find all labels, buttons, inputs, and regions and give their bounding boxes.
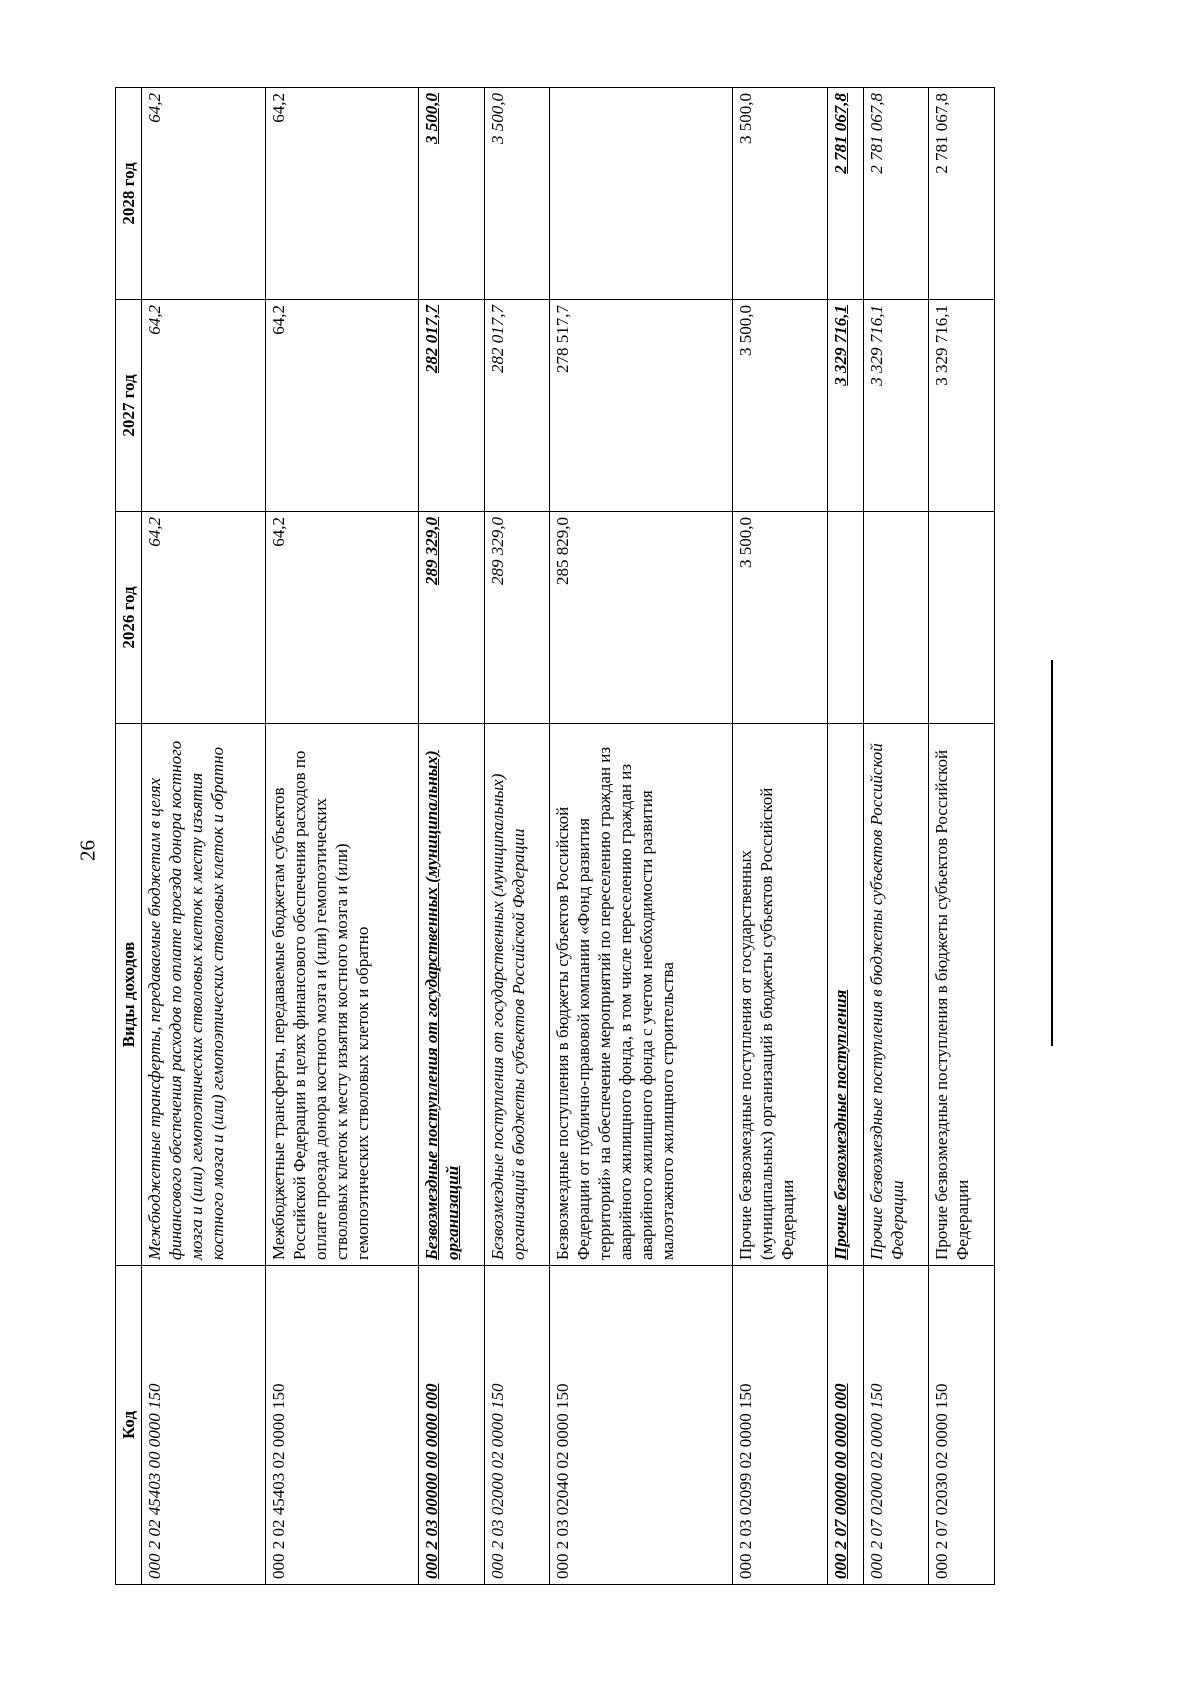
row-value-2027: 282 017,7 bbox=[419, 300, 485, 512]
table-row bbox=[929, 88, 995, 1585]
row-value-2026: 64,2 bbox=[266, 512, 419, 724]
header-name: Виды доходов bbox=[116, 724, 142, 1266]
table-row bbox=[732, 88, 827, 1585]
row-code: 000 2 03 00000 00 0000 000 bbox=[419, 1266, 485, 1585]
table-row bbox=[550, 88, 733, 1585]
row-name: Прочие безвозмездные поступления в бюджеты субъектов Российской Федерации bbox=[929, 724, 995, 1266]
row-value-2026: 289 329,0 bbox=[484, 512, 550, 724]
row-value-2026 bbox=[929, 512, 995, 724]
row-name: Межбюджетные трансферты, передаваемые бюджетам субъектов Российской Федерации в целях финансового обеспечения расходов по оплате проезда донора костного мозга и (или) гемопоэтических стволовых клеток к месту изъятия костного мозга и (или) гемопоэтических стволовых клеток и обратно bbox=[266, 724, 419, 1266]
table-row bbox=[419, 88, 485, 1585]
row-code: 000 2 03 02000 02 0000 150 bbox=[484, 1266, 550, 1585]
row-value-2028: 2 781 067,8 bbox=[929, 88, 995, 300]
revenue-table bbox=[115, 87, 995, 1585]
row-value-2026: 64,2 bbox=[142, 512, 266, 724]
row-value-2028: 64,2 bbox=[266, 88, 419, 300]
row-code: 000 2 03 02099 02 0000 150 bbox=[732, 1266, 827, 1585]
header-2028: 2028 год bbox=[116, 88, 142, 300]
row-value-2026: 285 829,0 bbox=[550, 512, 733, 724]
row-name: Безвозмездные поступления от государственных (муниципальных) организаций в бюджеты субъектов Российской Федерации bbox=[484, 724, 550, 1266]
row-name: Прочие безвозмездные поступления в бюджеты субъектов Российской Федерации bbox=[863, 724, 929, 1266]
row-value-2027: 278 517,7 bbox=[550, 300, 733, 512]
row-value-2028 bbox=[550, 88, 733, 300]
row-value-2027: 3 329 716,1 bbox=[827, 300, 863, 512]
header-code: Код bbox=[116, 1266, 142, 1585]
footer-rule bbox=[1051, 660, 1053, 1046]
rotated-table-container bbox=[115, 88, 995, 1585]
page-number: 26 bbox=[75, 840, 100, 861]
row-name: Прочие безвозмездные поступления от государственных (муниципальных) организаций в бюджеты субъектов Российской Федерации bbox=[732, 724, 827, 1266]
table-row bbox=[484, 88, 550, 1585]
row-value-2027: 282 017,7 bbox=[484, 300, 550, 512]
row-code: 000 2 07 02030 02 0000 150 bbox=[929, 1266, 995, 1585]
row-name: Межбюджетные трансферты, передаваемые бюджетам в целях финансового обеспечения расходов по оплате проезда донора костного мозга и (или) гемопоэтических стволовых клеток к месту изъятия костного мозга и (или) гемопоэтических стволовых клеток и обратно bbox=[142, 724, 266, 1266]
row-value-2027: 64,2 bbox=[142, 300, 266, 512]
row-value-2028: 2 781 067,8 bbox=[863, 88, 929, 300]
row-value-2028: 3 500,0 bbox=[484, 88, 550, 300]
row-value-2027: 3 329 716,1 bbox=[929, 300, 995, 512]
table-row bbox=[827, 88, 863, 1585]
header-2026: 2026 год bbox=[116, 512, 142, 724]
table-row bbox=[142, 88, 266, 1585]
row-code: 000 2 07 00000 00 0000 000 bbox=[827, 1266, 863, 1585]
row-value-2028: 3 500,0 bbox=[732, 88, 827, 300]
table-row bbox=[863, 88, 929, 1585]
row-value-2027: 64,2 bbox=[266, 300, 419, 512]
row-value-2028: 3 500,0 bbox=[419, 88, 485, 300]
row-value-2026: 289 329,0 bbox=[419, 512, 485, 724]
table-header-row bbox=[116, 88, 142, 1585]
table-row bbox=[266, 88, 419, 1585]
row-value-2026 bbox=[863, 512, 929, 724]
row-code: 000 2 07 02000 02 0000 150 bbox=[863, 1266, 929, 1585]
row-name: Безвозмездные поступления от государственных (муниципальных) организаций bbox=[419, 724, 485, 1266]
row-name: Безвозмездные поступления в бюджеты субъектов Российской Федерации от публично-правовой компании «Фонд развития территорий» на обеспечение мероприятий по переселению граждан из аварийного жилищного фонда, в том числе переселению граждан из аварийного жилищного фонда с учетом необходимости развития малоэтажного жилищного строительства bbox=[550, 724, 733, 1266]
row-name: Прочие безвозмездные поступления bbox=[827, 724, 863, 1266]
row-value-2028: 2 781 067,8 bbox=[827, 88, 863, 300]
row-code: 000 2 03 02040 02 0000 150 bbox=[550, 1266, 733, 1585]
row-code: 000 2 02 45403 02 0000 150 bbox=[266, 1266, 419, 1585]
row-value-2026: 3 500,0 bbox=[732, 512, 827, 724]
row-value-2027: 3 329 716,1 bbox=[863, 300, 929, 512]
row-value-2026 bbox=[827, 512, 863, 724]
row-value-2028: 64,2 bbox=[142, 88, 266, 300]
row-code: 000 2 02 45403 00 0000 150 bbox=[142, 1266, 266, 1585]
table-body bbox=[142, 88, 995, 1585]
header-2027: 2027 год bbox=[116, 300, 142, 512]
row-value-2027: 3 500,0 bbox=[732, 300, 827, 512]
